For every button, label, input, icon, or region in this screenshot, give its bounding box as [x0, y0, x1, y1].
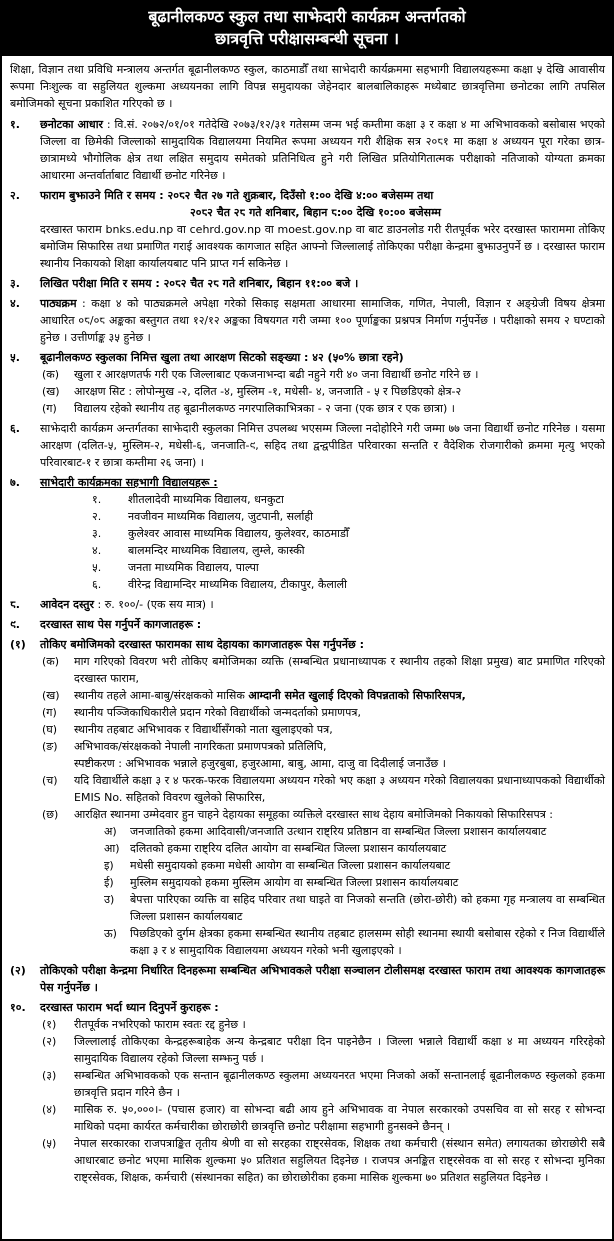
- item-number: (३): [42, 1069, 57, 1082]
- list-item: [10, 187, 605, 272]
- item-body: [74, 1101, 605, 1135]
- list-item: [40, 1101, 605, 1135]
- item-text: [74, 400, 605, 417]
- list-item: [74, 925, 605, 959]
- item-text: [40, 616, 605, 633]
- item-number: २.: [92, 510, 102, 523]
- item-number: ६.: [10, 422, 20, 435]
- list-item: [40, 383, 605, 400]
- list-item: [40, 525, 605, 542]
- list-item: [40, 366, 605, 383]
- list-item: [40, 721, 605, 738]
- text-run: फाराम बुझाउने मिति र समय : २०८२ चैत २७ गते शुक्रबार, दिउँसो १:०० देखि ४:०० बजेसम्म तथा: [40, 189, 434, 202]
- item-body: [128, 508, 605, 525]
- text-run: स्थानीय तहले आमा-बाबु/संरक्षकको मासिक: [74, 689, 249, 702]
- item-number: (४): [42, 1103, 57, 1116]
- text-run: आवेदन दस्तुर: [40, 598, 95, 611]
- item-number: इ): [104, 859, 114, 872]
- item-text: [40, 116, 605, 184]
- list-item: [40, 653, 605, 687]
- item-number: (छ): [42, 808, 59, 821]
- item-body: [40, 636, 605, 959]
- list-item: [10, 636, 605, 959]
- item-body: [74, 687, 605, 704]
- item-text: [130, 891, 605, 925]
- item-number: (ग): [42, 402, 57, 415]
- item-body: [74, 1067, 605, 1101]
- item-body: [130, 891, 605, 925]
- text-run: नवजीवन माध्यमिक विद्यालय, जुटपानी, सर्लाही: [128, 510, 314, 523]
- item-text: [74, 721, 605, 738]
- list-item: [74, 840, 605, 857]
- text-run: : वि.सं. २०७२/०१/०१ गतेदेखि २०७३/१२/३१ गतेसम्म जन्म भई कम्तीमा कक्षा ३ र कक्षा ४ मा अभिभावकको बसोबास भएको जिल्ला वा छिमेकी जिल्लाको सामुदायिक विद्यालयमा नियमित रूपमा अध्ययन गरी शैक्षिक सत्र २०८१ मा कक्षा ४ अध्ययन पूरा गरेका छात्र-छात्रामध्ये भौगोलिक क्षेत्र तथा लक्षित समुदाय समेतको प्रतिनिधित्व हुने गरी लिखित प्रतियोगितात्मक परीक्षाको नतिजाको योग्यता क्रमका आधारमा अन्तर्वार्ताबाट विद्यार्थी छनोट गरिनेछ ।: [40, 118, 605, 182]
- item-text: [74, 366, 605, 383]
- text-run: तोकिएको परीक्षा केन्द्रमा निर्धारित दिनहरूमा सम्बन्धित अभिभावकले परीक्षा सञ्चालन टोलीसमक्ष दरखास्त फाराम तथा आवश्यक कागजातहरू पेस गर्नुपर्नेछ ।: [40, 964, 605, 994]
- list-item: [10, 616, 605, 633]
- text-run: तोकिए बमोजिमको दरखास्त फारामका साथ देहायका कागजातहरू पेस गर्नुपर्नेछ :: [40, 638, 364, 651]
- text-run: विद्यालय रहेको स्थानीय तह बूढानीलकण्ठ नगरपालिकाभित्रका - २ जना (एक छात्र र एक छात्रा) ।: [74, 402, 455, 415]
- item-text: [40, 474, 605, 491]
- item-body: [74, 1033, 605, 1067]
- item-text: [130, 925, 605, 959]
- text-run: मधेसी समुदायको हकमा मधेसी आयोग वा सम्बन्धित जिल्ला प्रशासन कार्यालयबाट: [130, 859, 451, 872]
- item-body: [74, 721, 605, 738]
- item-text: [74, 704, 605, 721]
- text-run: दलितको हकमा राष्ट्रिय दलित आयोग वा सम्बन्धित जिल्ला प्रशासन कार्यालयबाट: [130, 842, 447, 855]
- item-number: ८.: [10, 598, 20, 611]
- text-run: यदि विद्यार्थीले कक्षा ३ र ४ फरक-फरक विद्यालयमा अध्ययन गरेको भए कक्षा ३ अध्ययन गरेको विद्यालयका प्रधानाध्यापकको विद्यार्थीको EMIS No. सहितको विवरण खुलेको सिफारिस,: [74, 774, 605, 804]
- item-number: (५): [42, 1137, 57, 1150]
- text-run: आम्दानी समेत खुलाई दिएको विपन्नताको सिफारिसपत्र,: [248, 689, 466, 702]
- item-text: [74, 653, 605, 687]
- item-body: [40, 999, 605, 1186]
- item-body: [74, 738, 605, 772]
- item-body: [40, 116, 605, 184]
- item-number: आ): [104, 842, 120, 855]
- item-text: [40, 636, 605, 653]
- item-body: [128, 525, 605, 542]
- item-body: [74, 806, 605, 959]
- item-number: (१): [10, 638, 26, 651]
- text-run: जिल्लालाई तोकिएका केन्द्रहरूबाहेक अन्य केन्द्रबाट परीक्षा दिन पाइनेछैन । जिल्ला भन्नाले विद्यार्थी कक्षा ४ मा अध्ययन गरिरहेको सामुदायिक विद्यालय रहेको जिल्ला सम्झनु पर्छ ।: [74, 1035, 605, 1065]
- item-text: [40, 999, 605, 1016]
- text-run: : कक्षा ४ को पाठ्यक्रमले अपेक्षा गरेको सिकाइ सक्षमता आधारमा सामाजिक, गणित, नेपाली, विज्ञान र अङ्ग्रेजी विषय क्षेत्रमा आधारित ०८/०८ अङ्कका बस्तुगत तथा १२/१२ अङ्कका विषयगत गरी जम्मा १०० पूर्णाङ्कका प्रश्नपत्र निर्माण गर्नुपर्नेछ । परीक्षाको समय २ घण्टाको हुनेछ । उत्तीर्णाङ्क ३५ हुनेछ ।: [40, 297, 605, 344]
- list-item: [40, 1016, 605, 1033]
- list-item: [40, 1135, 605, 1186]
- text-run: शीतलादेवी माध्यमिक विद्यालय, धनकुटा: [128, 493, 284, 506]
- item-text: [130, 823, 605, 840]
- item-number: अ): [104, 825, 117, 838]
- item-text: [128, 576, 605, 593]
- item-number: ई): [104, 876, 114, 889]
- item-number: ५.: [92, 561, 102, 574]
- text-run: माग गरिएको विवरण भरी तोकिए बमोजिमका व्यक्ति (सम्बन्धित प्रधानाध्यापक र स्थानीय तहको शिक्षा प्रमुख) बाट प्रमाणित गरिएको दरखास्त फाराम,: [74, 655, 605, 685]
- list-item: [10, 474, 605, 593]
- item-text: [74, 1135, 605, 1186]
- list-item: [10, 420, 605, 471]
- list-item: [40, 772, 605, 806]
- item-body: [128, 576, 605, 593]
- item-text: [74, 1101, 605, 1135]
- item-number: १०.: [10, 1001, 26, 1014]
- item-number: १.: [92, 493, 102, 506]
- item-body: [74, 772, 605, 806]
- item-text: [130, 840, 605, 857]
- text-run: स्थानीय तहबाट अभिभावक र विद्यार्थीसँगको नाता खुलाइएको पत्र,: [74, 723, 333, 736]
- text-run: मुस्लिम समुदायको हकमा मुस्लिम आयोग वा सम्बन्धित जिल्ला प्रशासन कार्यालयबाट: [130, 876, 459, 889]
- list-item: [10, 349, 605, 417]
- item-body: [40, 187, 605, 272]
- item-body: [130, 874, 605, 891]
- item-number: ६.: [92, 578, 102, 591]
- item-text: [40, 420, 605, 471]
- item-text: [40, 295, 605, 346]
- list-item: [40, 559, 605, 576]
- item-text: [74, 772, 605, 806]
- text-run: साझेदारी कार्यक्रम अन्तर्गतका साझेदारी स्कुलका निमित्त उपलब्ध भएसम्म जिल्ला नदोहोरिने गरी जम्मा ७७ जना विद्यार्थी छनोट गरिनेछ । यसमा आरक्षण (दलित-५, मुस्लिम-२, मधेसी-६, जनजाति-९, सहिद तथा द्वन्द्वपीडित परिवारका सन्तति र वैदेशिक रोजगारीको क्रममा मृत्यु भएको परिवारबाट-१ र छात्रा कम्तीमा २६ जना) ।: [40, 422, 605, 469]
- list-item: [74, 891, 605, 925]
- item-number: (ग): [42, 706, 57, 719]
- text-run: अभिभावक/संरक्षकको नेपाली नागरिकता प्रमाणपत्रको प्रतिलिपि,: [74, 740, 327, 753]
- item-number: (क): [42, 655, 60, 668]
- item-text: [128, 525, 605, 542]
- item-number: (१): [42, 1018, 57, 1031]
- text-run: जनजातिको हकमा आदिवासी/जनजाति उत्थान राष्ट्रिय प्रतिष्ठान वा सम्बन्धित जिल्ला प्रशासन कार्यालयबाट: [130, 825, 547, 838]
- item-text: [74, 1016, 605, 1033]
- item-body: [74, 1016, 605, 1033]
- notice-title-line1: बूढानीलकण्ठ स्कुल तथा साझेदारी कार्यक्रम अन्तर्गतको: [148, 7, 466, 26]
- list-item: [10, 116, 605, 184]
- item-body: [40, 616, 605, 633]
- text-run: पाठ्यक्रम: [40, 297, 77, 310]
- text-run: बालमन्दिर माध्यमिक विद्यालय, लुम्ले, कास्की: [128, 544, 305, 557]
- item-number: (२): [42, 1035, 57, 1048]
- list-item: [10, 999, 605, 1186]
- item-number: ५.: [10, 351, 20, 364]
- item-body: [74, 366, 605, 383]
- text-run: बूढानीलकण्ठ स्कुलका निमित्त खुला तथा आरक्षण सिटको सङ्ख्या : ४२ (५०% छात्रा रहने): [40, 351, 404, 364]
- item-number: उ): [104, 893, 115, 906]
- text-run: जनता माध्यमिक विद्यालय, पाल्पा: [128, 561, 259, 574]
- item-number: (घ): [42, 723, 58, 736]
- list-item: [40, 704, 605, 721]
- item-text: [40, 596, 605, 613]
- item-number: ४.: [92, 544, 102, 557]
- list-item: [40, 738, 605, 772]
- list-item: [40, 1033, 605, 1067]
- item-text: [74, 806, 605, 823]
- item-number: (क): [42, 368, 60, 381]
- text-run: बेपत्ता पारिएका व्यक्ति वा सहिद परिवार तथा घाइते वा निजको सन्तति (छोरा-छोरी) को हकमा गृह मन्त्रालय वा सम्बन्धित जिल्ला प्रशासन कार्यालयबाट: [130, 893, 605, 923]
- item-body: [40, 474, 605, 593]
- item-text: [128, 508, 605, 525]
- text-run: दरखास्त फाराम bnks.edu.np वा cehrd.gov.np वा moest.gov.np वा बाट डाउनलोड गरी रीतपूर्वक भरेर दरखास्त फाराममा तोकिए बमोजिम सिफारिस तथा प्रमाणित गराई आवश्यक कागजात सहित आफ्नो जिल्लालाई तोकिएका परीक्षा केन्द्रमा बुझाउनुपर्ने छ । दरखास्त फाराम स्थानीय निकायको शिक्षा कार्यालयबाट पनि प्राप्त गर्न सकिनेछ ।: [40, 223, 605, 270]
- list-item: [74, 874, 605, 891]
- item-number: ७.: [10, 476, 20, 489]
- item-text: [40, 204, 605, 221]
- list-item: [74, 857, 605, 874]
- item-text: [40, 221, 605, 272]
- list-item: [74, 823, 605, 840]
- item-body: [74, 653, 605, 687]
- list-item: [10, 962, 605, 996]
- text-run: आरक्षित स्थानमा उम्मेदवार हुन चाहने देहायका समूहका व्यक्तिले दरखास्त साथ देहाय बमोजिमको निकायको सिफारिसपत्र :: [74, 808, 553, 821]
- item-body: [74, 383, 605, 400]
- item-text: [128, 542, 605, 559]
- item-body: [130, 857, 605, 874]
- list-item: [10, 275, 605, 292]
- list-item: [10, 295, 605, 346]
- item-text: [128, 559, 605, 576]
- item-text: [128, 491, 605, 508]
- text-run: दरखास्त फाराम भर्दा ध्यान दिनुपर्ने कुराहरू :: [40, 1001, 219, 1014]
- item-body: [40, 275, 605, 292]
- item-text: [74, 383, 605, 400]
- text-run: स्थानीय पञ्जिकाधिकारीले प्रदान गरेको विद्यार्थीको जन्मदर्ताको प्रमाणपत्र,: [74, 706, 361, 719]
- item-body: [128, 542, 605, 559]
- notice-items: [10, 116, 605, 1186]
- list-item: [40, 687, 605, 704]
- item-body: [128, 491, 605, 508]
- item-body: [74, 704, 605, 721]
- item-number: ३.: [92, 527, 102, 540]
- text-run: नेपाल सरकारका राजपत्राङ्कित तृतीय श्रेणी वा सो सरहका राष्ट्रसेवक, शिक्षक तथा कर्मचारी (संस्थान समेत) लगायतका छोराछोरी सबै आधारबाट छनोट भएमा मासिक शुल्कमा ५० प्रतिशत सहुलियत दिइनेछ । राजपत्र अनङ्कित राष्ट्रसेवक वा सो सरह र सोभन्दा मुनिका राष्ट्रसेवक, शिक्षक, कर्मचारी (संस्थानका सहित) का छोराछोरीका हकमा मासिक शुल्कमा ७० प्रतिशत सहुलियत दिइनेछ ।: [74, 1137, 605, 1184]
- list-item: [40, 508, 605, 525]
- notice-title-line2: छात्रवृत्ति परीक्षासम्बन्धी सूचना ।: [214, 29, 400, 48]
- item-number: १.: [10, 118, 20, 131]
- text-run: साभेदारी कार्यक्रमका सहभागी विद्यालयहरू :: [40, 476, 218, 489]
- list-item: [40, 576, 605, 593]
- notice-body: [2, 56, 612, 1192]
- item-number: (२): [10, 964, 26, 977]
- item-body: [130, 925, 605, 959]
- item-text: [130, 857, 605, 874]
- text-run: खुला र आरक्षणतर्फ गरी एक जिल्लाबाट एकजनाभन्दा बढी नहुने गरी ४० जना विद्यार्थी छनोट गरिने छ ।: [74, 368, 479, 381]
- text-run: सम्बन्धित अभिभावकको एक सन्तान बूढानीलकण्ठ स्कुलमा अध्ययनरत भएमा निजको अर्को सन्तानलाई बूढानीलकण्ठ स्कुलको हकमा छात्रवृत्ति प्रदान गरिने छैन ।: [74, 1069, 605, 1099]
- item-body: [128, 559, 605, 576]
- text-run: स्पष्टीकरण : अभिभावक भन्नाले हजुरबुबा, हजुरआमा, बाबु, आमा, दाजु वा दिदीलाई जनाउँछ ।: [74, 757, 446, 770]
- item-body: [40, 962, 605, 996]
- list-item: [40, 542, 605, 559]
- item-text: [40, 275, 605, 292]
- item-text: [74, 1033, 605, 1067]
- text-run: : रु. १००/- (एक सय मात्र) ।: [94, 598, 214, 611]
- item-number: (ख): [42, 689, 60, 702]
- item-text: [40, 349, 605, 366]
- item-number: (च): [42, 774, 58, 787]
- item-number: २.: [10, 189, 20, 202]
- item-number: ९.: [10, 618, 20, 631]
- item-body: [130, 840, 605, 857]
- list-item: [40, 1067, 605, 1101]
- item-number: ऊ): [104, 927, 117, 940]
- text-run: पिछडिएको दुर्गम क्षेत्रका हकमा सम्बन्धित स्थानीय तहबाट हालसम्म सोही स्थानमा स्थायी बसोबास रहेको र निज विद्यार्थीले कक्षा ३ र ४ सामुदायिक विद्यालयमा अध्ययन गरेको भनी खुलाइएको ।: [130, 927, 605, 957]
- item-body: [130, 823, 605, 840]
- item-text: [40, 187, 605, 204]
- text-run: छनोटका आधार: [40, 118, 104, 131]
- item-body: [74, 1135, 605, 1186]
- intro-paragraph: शिक्षा, विज्ञान तथा प्रविधि मन्त्रालय अन्तर्गत बूढानीलकण्ठ स्कुल, काठमाडौँ तथा साभेदारी कार्यक्रममा सहभागी विद्यालयहरूमा कक्षा ५ देखि आवासीय रूपमा निःशुल्क वा सहुलियत शुल्कमा अध्ययनका लागि विपन्न समुदायका जेहेनदार बालबालिकाहरू मध्येबाट छात्रवृत्तिमा छनोटका लागि तपसिल बमोजिमको सूचना प्रकाशित गरिएको छ ।: [10, 63, 605, 110]
- list-item: [40, 491, 605, 508]
- item-body: [74, 400, 605, 417]
- list-item: [40, 806, 605, 959]
- item-number: ३.: [10, 277, 20, 290]
- text-run: लिखित परीक्षा मिति र समय : २०८२ चैत २८ गते शनिबार, बिहान ११:०० बजे ।: [40, 277, 359, 290]
- text-run: आरक्षण सिट : लोपोन्मुख -२, दलित -४, मुस्लिम -१, मधेसी- ४, जनजाति - ५ र पिछडिएको क्षेत्र-२: [74, 385, 462, 398]
- item-text: [74, 687, 605, 704]
- item-body: [40, 596, 605, 613]
- item-text: [40, 962, 605, 996]
- item-text: [74, 738, 605, 755]
- text-run: वीरेन्द्र विद्यामन्दिर माध्यमिक विद्यालय, टीकापुर, कैलाली: [128, 578, 347, 591]
- notice-header: [2, 2, 612, 56]
- item-number: (ख): [42, 385, 60, 398]
- item-number: (ङ): [42, 740, 58, 753]
- item-text: [74, 755, 605, 772]
- item-number: ४.: [10, 297, 20, 310]
- text-run: रीतपूर्वक नभरिएको फाराम स्वतः रद्द हुनेछ ।: [74, 1018, 246, 1031]
- list-item: [40, 400, 605, 417]
- text-run: दरखास्त साथ पेस गर्नुपर्ने कागजातहरू :: [40, 618, 202, 631]
- item-body: [40, 420, 605, 471]
- text-run: मासिक रु. ५०,०००।- (पचास हजार) वा सोभन्दा बढी आय हुने अभिभावक वा नेपाल सरकारको उपसचिव वा सो सरह र सोभन्दा माथिको पदमा कार्यरत कर्मचारीका छोराछोरी छात्रवृत्ति छनोट परीक्षामा सहभागी हुनसक्ने छैनन् ।: [74, 1103, 605, 1133]
- text-run: कुलेश्वर आवास माध्यमिक विद्यालय, कुलेश्वर, काठमाडौँ: [128, 527, 349, 540]
- list-item: [10, 596, 605, 613]
- item-text: [130, 874, 605, 891]
- item-body: [40, 295, 605, 346]
- item-text: [74, 1067, 605, 1101]
- item-body: [40, 349, 605, 417]
- text-run: २०८२ चैत २८ गते शनिबार, बिहान ८:०० देखि १०:०० बजेसम्म: [190, 206, 441, 219]
